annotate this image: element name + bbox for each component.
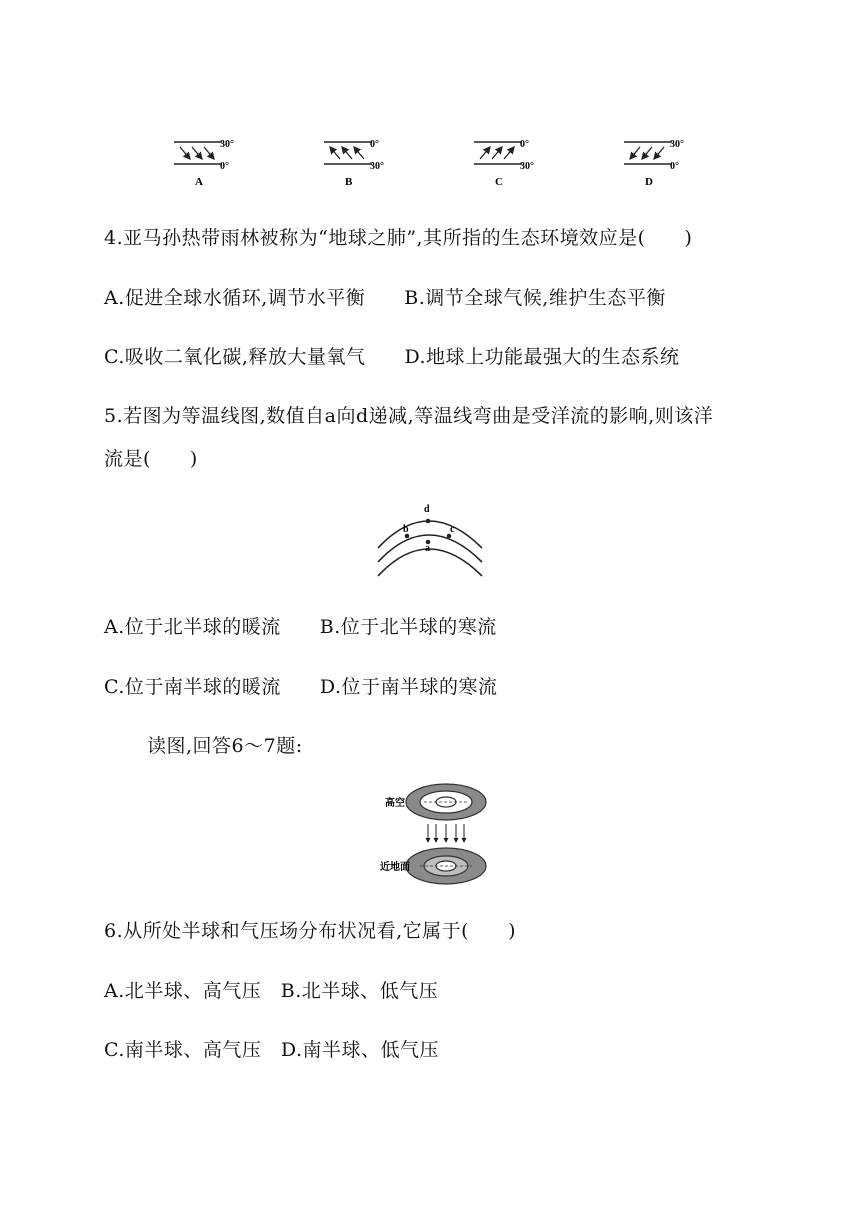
wind-option-d — [624, 139, 684, 188]
question-6-options-ab: A.北半球、高气压 B.北半球、低气压 — [104, 980, 439, 1002]
isotherm-label-a: a — [425, 543, 430, 554]
wind-option-b — [324, 139, 384, 188]
wind-option-b-letter: B — [345, 176, 353, 188]
isotherm-label-c: c — [450, 524, 455, 535]
wind-options-figure — [160, 132, 720, 192]
wind-option-c-bottom-label: 30° — [520, 161, 534, 172]
wind-option-d-bottom-label: 0° — [670, 161, 679, 172]
isotherm-label-b: b — [403, 524, 409, 535]
isotherm-label-d: d — [424, 504, 430, 515]
wind-option-c-top-label: 0° — [520, 139, 529, 150]
question-5-stem-line1: 5.若图为等温线图,数值自a向d递减,等温线弯曲是受洋流的影响,则该洋 — [104, 405, 714, 427]
wind-option-b-bottom-label: 30° — [370, 161, 384, 172]
wind-option-a-bottom-label: 0° — [220, 161, 229, 172]
pressure-system-figure — [380, 780, 500, 890]
pressure-upper-label: 高空 — [385, 798, 405, 809]
wind-option-d-top-label: 30° — [670, 139, 684, 150]
question-5-stem-line2: 流是( ) — [104, 448, 198, 470]
pressure-lower-label: 近地面 — [380, 862, 410, 873]
wind-option-c-letter: C — [495, 176, 503, 188]
question-4-options-cd: C.吸收二氧化碳,释放大量氧气 D.地球上功能最强大的生态系统 — [104, 346, 680, 368]
question-5-options-ab: A.位于北半球的暖流 B.位于北半球的寒流 — [104, 616, 497, 638]
wind-option-a — [174, 139, 234, 188]
question-5-options-cd: C.位于南半球的暖流 D.位于南半球的寒流 — [104, 676, 498, 698]
wind-option-a-top-label: 30° — [220, 139, 234, 150]
wind-option-b-top-label: 0° — [370, 139, 379, 150]
isotherm-figure — [370, 498, 490, 582]
question-6-options-cd: C.南半球、高气压 D.南半球、低气压 — [104, 1039, 439, 1061]
wind-option-a-letter: A — [195, 176, 203, 188]
question-4-options-ab: A.促进全球水循环,调节水平衡 B.调节全球气候,维护生态平衡 — [104, 287, 666, 309]
question-4-stem: 4.亚马孙热带雨林被称为“地球之肺”,其所指的生态环境效应是( ) — [104, 227, 693, 249]
wind-option-d-letter: D — [645, 176, 653, 188]
intro-questions-6-7: 读图,回答6～7题: — [147, 735, 303, 757]
question-6-stem: 6.从所处半球和气压场分布状况看,它属于( ) — [104, 920, 516, 942]
wind-option-c — [474, 139, 534, 188]
